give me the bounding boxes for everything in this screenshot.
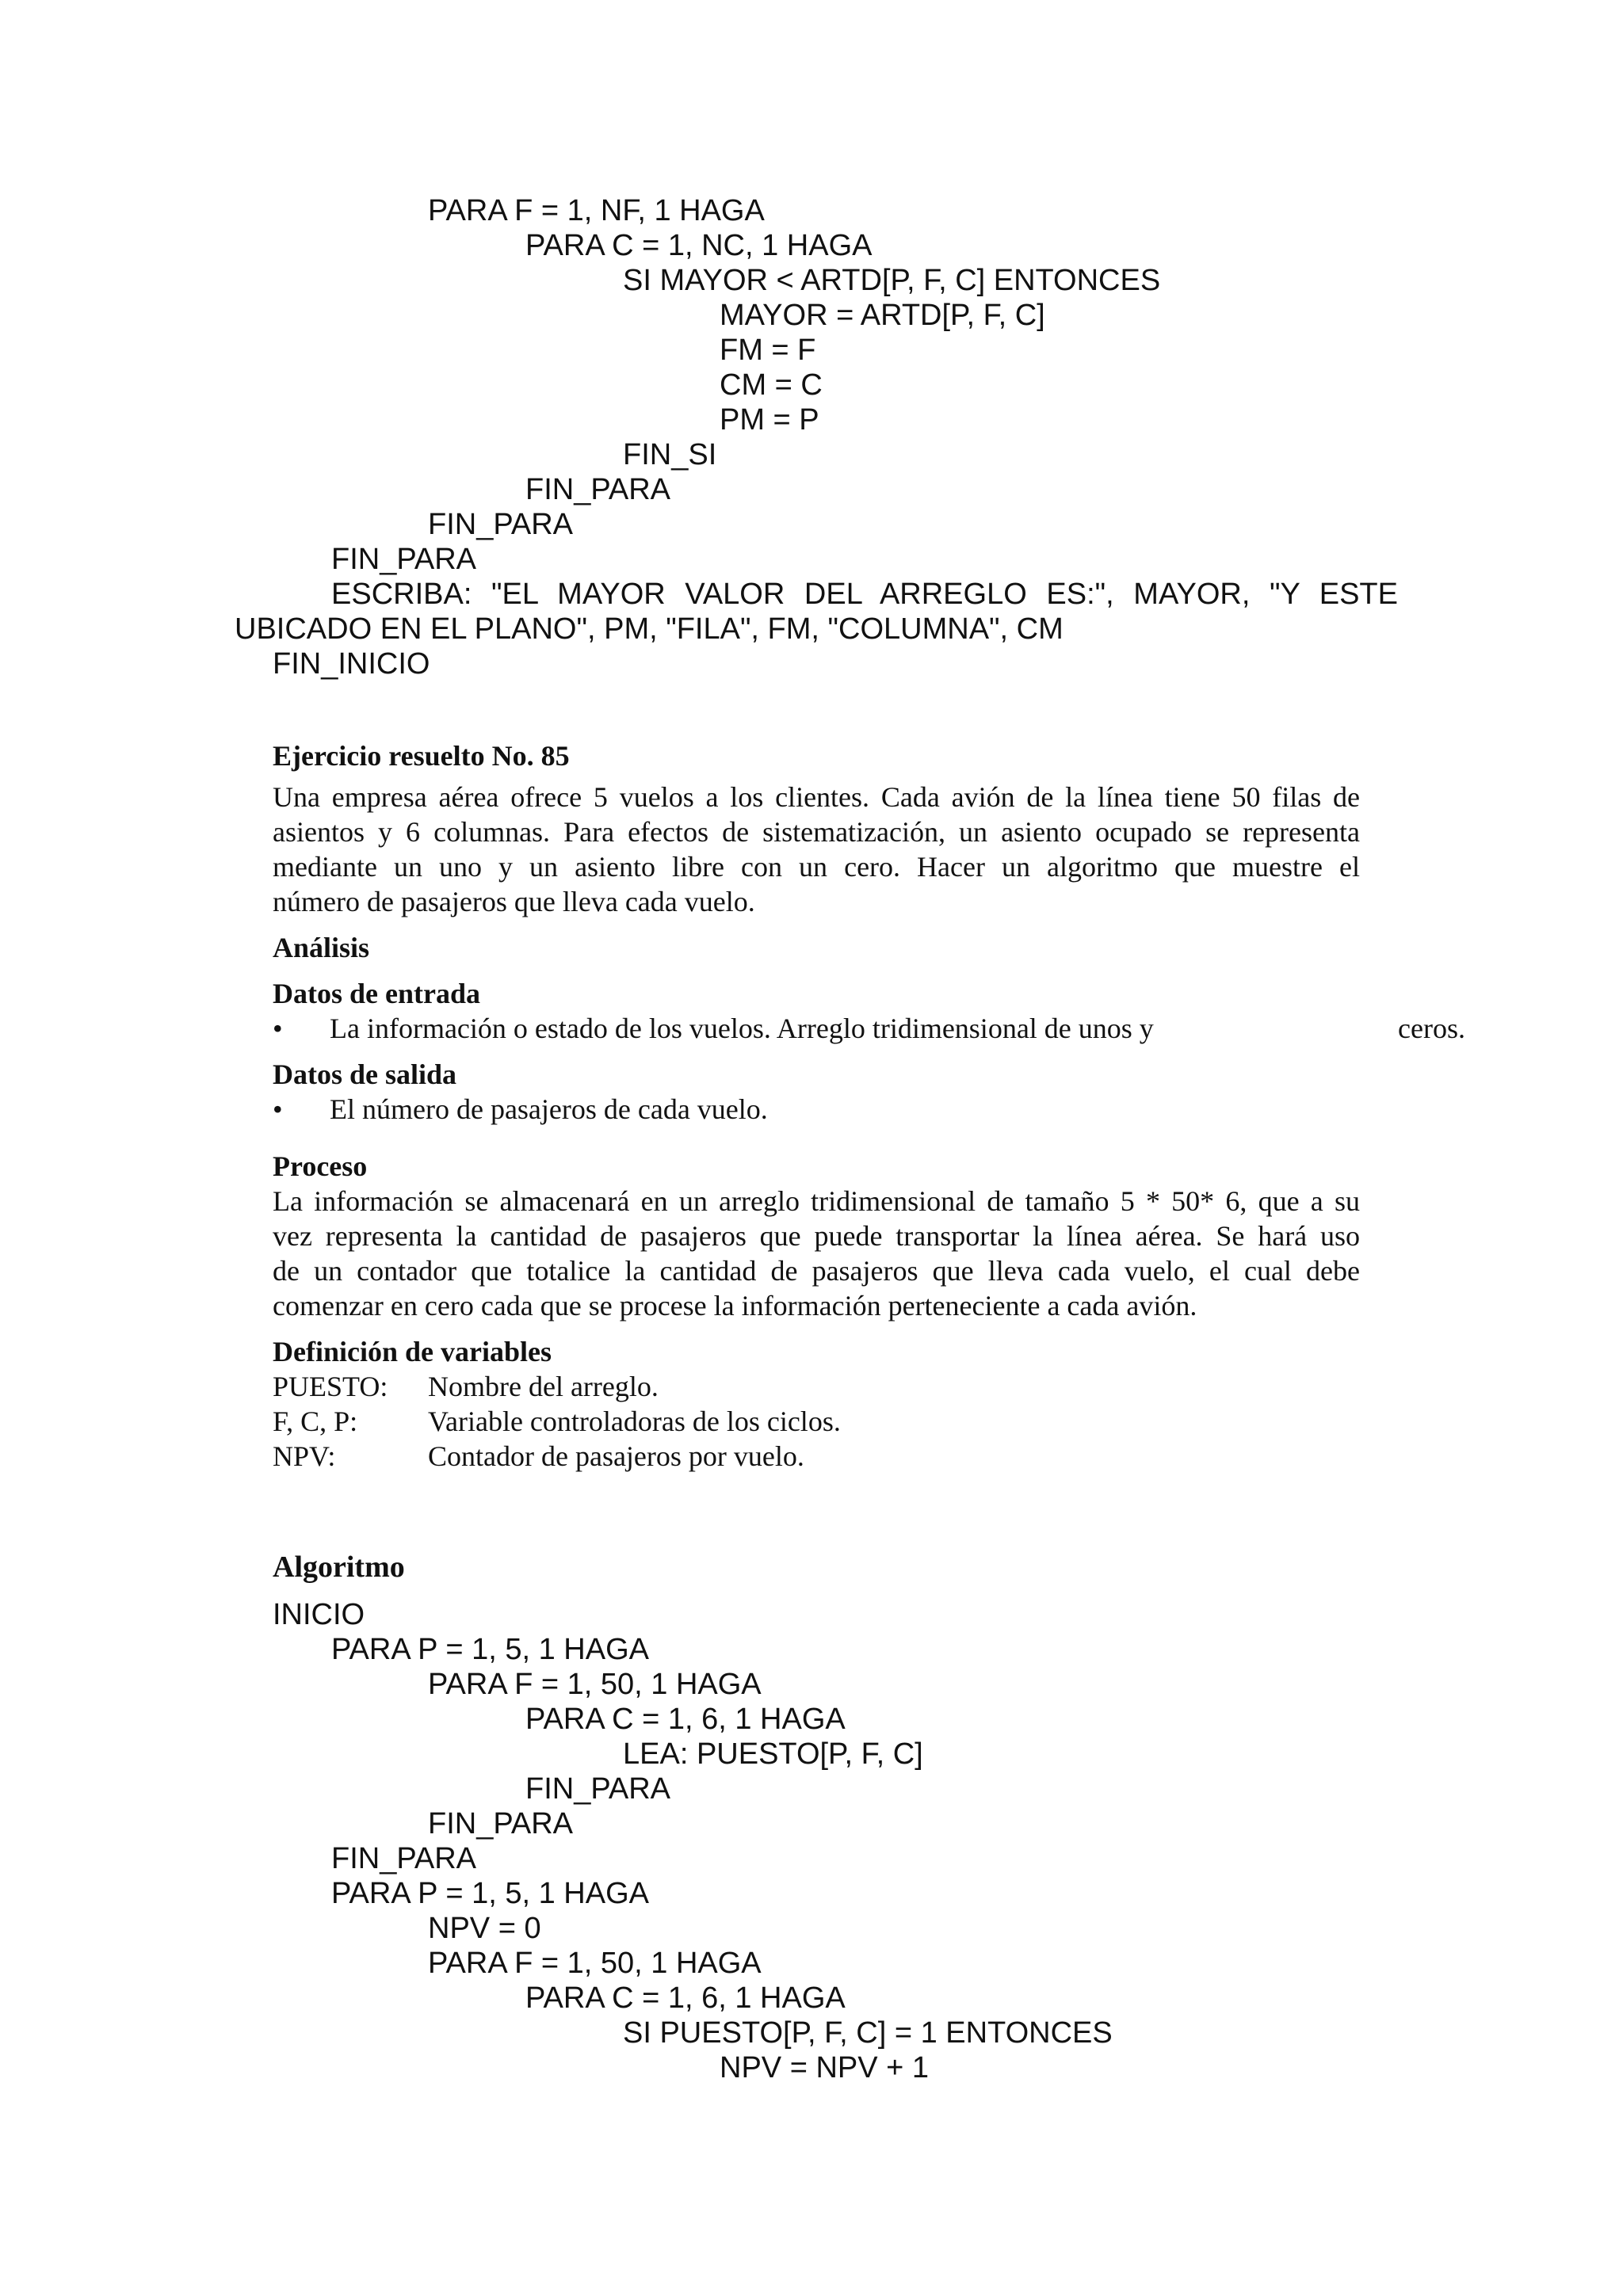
code-line: FIN_PARA — [525, 473, 671, 506]
code-line: FIN_PARA — [428, 1807, 574, 1840]
variable-desc: Nombre del arreglo. — [428, 1371, 659, 1402]
code-line: FM = F — [720, 334, 816, 367]
variable-name: F, C, P: — [273, 1405, 358, 1437]
code-line: ESCRIBA: "EL MAYOR VALOR DEL ARREGLO ES:", MAYOR, "Y ESTE — [331, 578, 1398, 611]
process-line: La información se almacenará en un arreglo tridimensional de tamaño 5 * 50* 6, que a su — [273, 1185, 1360, 1217]
code-line: CM = C — [720, 368, 823, 402]
code-line: FIN_INICIO — [273, 647, 430, 681]
code-line: FIN_PARA — [428, 508, 574, 541]
code-line: PARA C = 1, 6, 1 HAGA — [525, 1703, 846, 1736]
process-heading: Proceso — [273, 1150, 368, 1182]
code-line: MAYOR = ARTD[P, F, C] — [720, 299, 1045, 332]
code-line: FIN_PARA — [525, 1772, 671, 1806]
process-line: vez representa la cantidad de pasajeros que puede transportar la línea aérea. Se hará uso — [273, 1220, 1360, 1252]
code-line: SI MAYOR < ARTD[P, F, C] ENTONCES — [623, 264, 1161, 297]
input-heading: Datos de entrada — [273, 978, 480, 1009]
code-line: PARA F = 1, NF, 1 HAGA — [428, 194, 765, 227]
variable-desc: Contador de pasajeros por vuelo. — [428, 1440, 804, 1472]
code-line: PARA C = 1, 6, 1 HAGA — [525, 1981, 846, 2015]
code-line: INICIO — [273, 1598, 365, 1631]
variables-heading: Definición de variables — [273, 1336, 552, 1367]
input-bullet-text: La información o estado de los vuelos. Arreglo tridimensional de unos y — [330, 1013, 1154, 1044]
process-line: comenzar en cero cada que se procese la información perteneciente a cada avión. — [273, 1290, 1197, 1322]
statement-line: asientos y 6 columnas. Para efectos de sistematización, un asiento ocupado se representa — [273, 816, 1360, 848]
statement-line: mediante un uno y un asiento libre con un cero. Hacer un algoritmo que muestre el — [273, 851, 1360, 883]
variable-desc: Variable controladoras de los ciclos. — [428, 1405, 841, 1437]
code-line: PARA F = 1, 50, 1 HAGA — [428, 1668, 762, 1701]
process-text — [273, 1184, 1360, 1323]
exercise-statement — [273, 780, 1360, 919]
input-bullet-tail: ceros. — [1398, 1013, 1465, 1044]
code-line: FIN_PARA — [331, 543, 477, 576]
code-line: FIN_SI — [623, 438, 717, 471]
code-line: PARA P = 1, 5, 1 HAGA — [331, 1877, 649, 1910]
algorithm-heading: Algoritmo — [273, 1550, 405, 1584]
code-line: FIN_PARA — [331, 1842, 477, 1875]
exercise-title: Ejercicio resuelto No. 85 — [273, 740, 570, 772]
variable-row — [273, 1439, 804, 1474]
code-line: SI PUESTO[P, F, C] = 1 ENTONCES — [623, 2016, 1113, 2050]
code-line: LEA: PUESTO[P, F, C] — [623, 1737, 923, 1771]
variable-name: NPV: — [273, 1440, 336, 1472]
variable-name: PUESTO: — [273, 1371, 388, 1402]
code-line: NPV = NPV + 1 — [720, 2051, 930, 2084]
bullet-icon: • — [273, 1013, 283, 1044]
code-line: PARA P = 1, 5, 1 HAGA — [331, 1633, 649, 1666]
output-heading: Datos de salida — [273, 1058, 457, 1090]
process-line: de un contador que totalice la cantidad de pasajeros que lleva cada vuelo, el cual debe — [273, 1255, 1360, 1287]
code-line: PM = P — [720, 403, 819, 437]
code-line: UBICADO EN EL PLANO", PM, "FILA", FM, "COLUMNA", CM — [235, 612, 1064, 646]
output-bullet-text: El número de pasajeros de cada vuelo. — [330, 1093, 768, 1125]
analysis-heading: Análisis — [273, 932, 370, 963]
variable-row — [273, 1369, 659, 1404]
code-line: NPV = 0 — [428, 1912, 541, 1945]
statement-line: Una empresa aérea ofrece 5 vuelos a los clientes. Cada avión de la línea tiene 50 filas de — [273, 781, 1360, 813]
variable-row — [273, 1404, 841, 1439]
code-line: PARA F = 1, 50, 1 HAGA — [428, 1947, 762, 1980]
code-line: PARA C = 1, NC, 1 HAGA — [525, 229, 873, 262]
bullet-icon: • — [273, 1093, 283, 1125]
statement-line: número de pasajeros que lleva cada vuelo. — [273, 886, 755, 917]
